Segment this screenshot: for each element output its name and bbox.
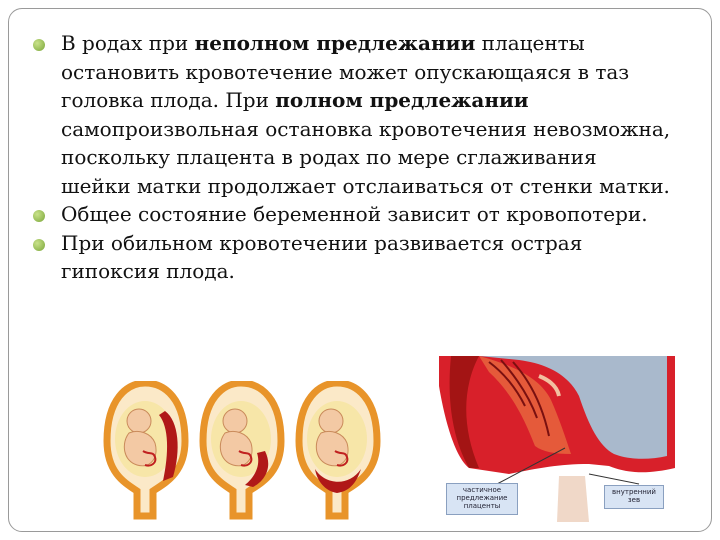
internal-os-label: внутренний зев [604, 485, 664, 509]
bullet-text: самопроизвольная остановка кровотечения невозможна, поскольку плацента в родах по мере сглаживания шейки матки продолжает отслаиваться от стенки матки. [61, 116, 671, 198]
bullet-text: плаценты остановить кровотечение может опускающаяся в таз головка плода. При [61, 31, 630, 112]
bullet-icon [33, 39, 45, 51]
bullet-emphasis: неполном предлежании [194, 31, 476, 55]
bullet-text: Общее состояние беременной зависит от кровопотери. [61, 202, 648, 226]
uterus-illustration-2 [203, 383, 281, 516]
uterus-illustration-1 [107, 383, 185, 516]
bullet-item [31, 29, 671, 200]
bullet-item [31, 200, 671, 229]
partial-previa-label: частичное предлежание плаценты [446, 483, 518, 515]
bullet-item [31, 229, 671, 286]
bullet-text: В родах при [61, 31, 195, 55]
bullet-emphasis: полном предлежании [275, 88, 529, 112]
placenta-previa-illustrations [97, 381, 397, 531]
bullet-icon [33, 239, 45, 251]
bullet-icon [33, 210, 45, 222]
slide [8, 8, 712, 532]
bullet-text: При обильном кровотечении развивается острая гипоксия плода. [61, 230, 583, 283]
uterus-illustration-3 [299, 383, 377, 516]
bullet-list [31, 29, 671, 286]
